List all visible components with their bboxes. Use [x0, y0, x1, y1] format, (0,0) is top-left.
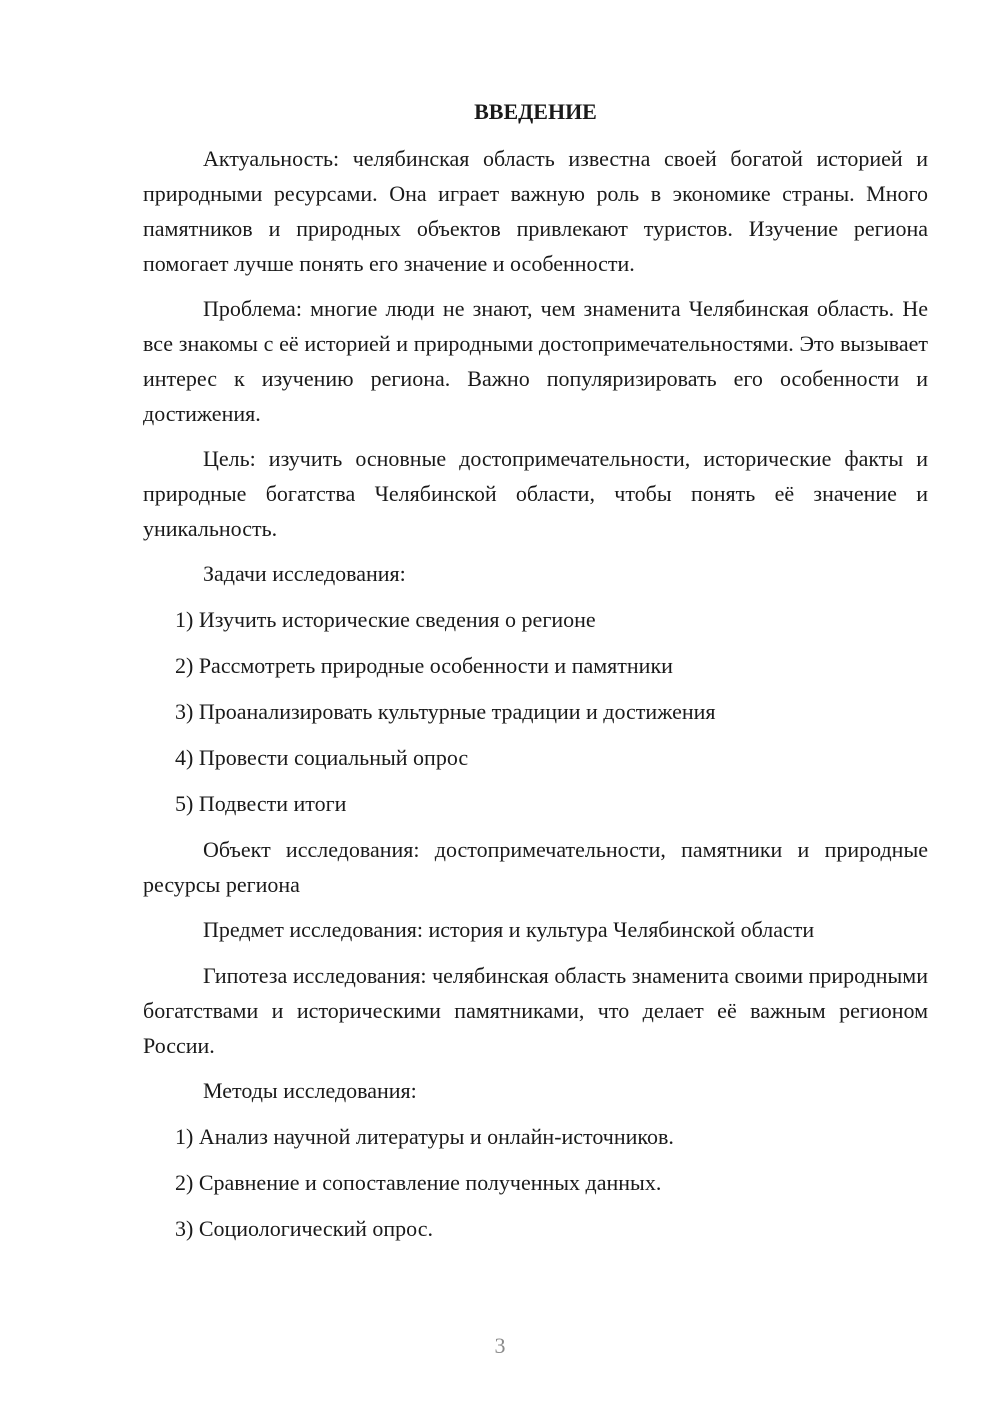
list-item: 3) Проанализировать культурные традиции и достижения: [175, 699, 716, 724]
tasks-heading: Задачи исследования:: [203, 561, 406, 586]
methods-heading: Методы исследования:: [203, 1078, 417, 1103]
list-item: 2) Рассмотреть природные особенности и памятники: [175, 653, 673, 678]
section-title: ВВЕДЕНИЕ: [474, 99, 597, 124]
methods-list: [143, 1119, 928, 1246]
object-paragraph: Объект исследования: достопримечательности, памятники и природные ресурсы региона: [143, 837, 928, 897]
hypothesis-paragraph: Гипотеза исследования: челябинская область знаменита своими природными богатствами и историческими памятниками, что делает её важным регионом России.: [143, 963, 928, 1058]
list-item: 2) Сравнение и сопоставление полученных данных.: [175, 1170, 662, 1195]
goal-paragraph: Цель: изучить основные достопримечательности, исторические факты и природные богатства Челябинской области, чтобы понять её значение и уникальность.: [143, 446, 928, 541]
document-body: [143, 94, 928, 1257]
problem-paragraph: Проблема: многие люди не знают, чем знаменита Челябинская область. Не все знакомы с её историей и природными достопримечательностями. Это вызывает интерес к изучению региона. Важно популяризировать его особенности и достижения.: [143, 296, 928, 426]
list-item: 3) Социологический опрос.: [175, 1216, 433, 1241]
list-item: 5) Подвести итоги: [175, 791, 347, 816]
subject-paragraph: Предмет исследования: история и культура Челябинской области: [203, 917, 815, 942]
list-item: 1) Анализ научной литературы и онлайн-источников.: [175, 1124, 674, 1149]
tasks-list: [143, 602, 928, 821]
list-item: 1) Изучить исторические сведения о регионе: [175, 607, 596, 632]
list-item: 4) Провести социальный опрос: [175, 745, 469, 770]
relevance-paragraph: Актуальность: челябинская область известна своей богатой историей и природными ресурсами. Она играет важную роль в экономике страны. Много памятников и природных объектов привлекают туристов. Изучение региона помогает лучше понять его значение и особенности.: [143, 146, 928, 276]
page-number: 3: [494, 1333, 506, 1358]
